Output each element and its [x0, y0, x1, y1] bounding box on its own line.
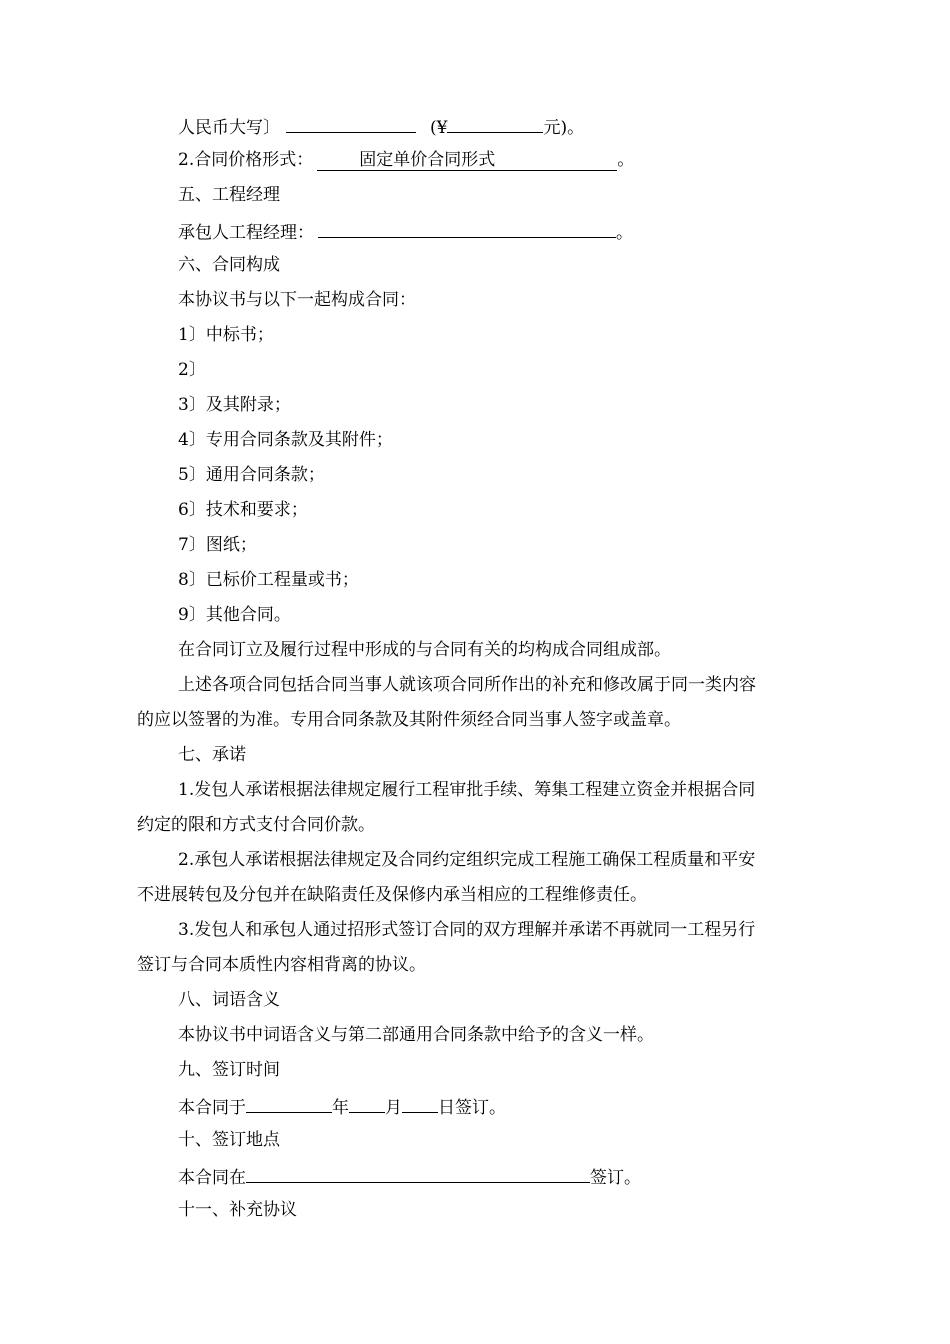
contract-item: 8〕已标价工程量或书； — [178, 570, 359, 590]
contract-intro: 本协议书与以下一起构成合同： — [178, 290, 416, 310]
contract-item: 7〕图纸； — [178, 535, 257, 555]
price-form-line — [178, 149, 634, 171]
contract-item: 9〕其他合同。 — [178, 605, 291, 625]
contract-item: 4〕专用合同条款及其附件； — [178, 430, 393, 450]
heading-7: 七、承诺 — [178, 745, 246, 765]
price-form-end: 。 — [617, 150, 635, 170]
day-blank — [402, 1094, 438, 1113]
amount-yen-label: (¥ — [430, 118, 448, 138]
manager-end: 。 — [616, 223, 633, 243]
manager-line — [178, 219, 633, 244]
price-form-label: 2.合同价格形式： — [178, 150, 314, 170]
commitment-3a: 3.发包人和承包人通过招形式签订合同的双方理解并承诺不再就同一工程另行 — [178, 920, 756, 940]
signing-date-line — [178, 1094, 506, 1119]
place-blank — [246, 1164, 590, 1183]
amount-label: 人民币大写〕 — [178, 118, 280, 138]
month-blank — [349, 1094, 385, 1113]
paragraph-priority-1: 上述各项合同包括合同当事人就该项合同所作出的补充和修改属于同一类内容 — [178, 675, 756, 695]
commitment-2b: 不进展转包及分包并在缺陷责任及保修内承当相应的工程维修责任。 — [137, 885, 647, 905]
terms-meaning: 本协议书中词语含义与第二部通用合同条款中给予的含义一样。 — [178, 1025, 654, 1045]
place-suffix: 签订。 — [590, 1168, 641, 1188]
month-label: 月 — [385, 1098, 402, 1118]
commitment-3b: 签订与合同本质性内容相背离的协议。 — [137, 955, 426, 975]
amount-words-blank — [286, 114, 416, 133]
day-label: 日签订。 — [438, 1098, 506, 1118]
heading-10: 十、签订地点 — [178, 1130, 280, 1150]
amount-number-blank — [447, 114, 543, 133]
heading-5: 五、工程经理 — [178, 185, 280, 205]
manager-label: 承包人工程经理： — [178, 223, 314, 243]
amount-line — [178, 114, 584, 139]
commitment-1a: 1.发包人承诺根据法律规定履行工程审批手续、筹集工程建立资金并根据合同 — [178, 780, 756, 800]
place-prefix: 本合同在 — [178, 1168, 246, 1188]
heading-8: 八、词语含义 — [178, 990, 280, 1010]
contract-item: 3〕及其附录； — [178, 395, 291, 415]
commitment-2a: 2.承包人承诺根据法律规定及合同约定组织完成工程施工确保工程质量和平安 — [178, 850, 756, 870]
heading-11: 十一、补充协议 — [178, 1200, 297, 1220]
heading-6: 六、合同构成 — [178, 255, 280, 275]
date-prefix: 本合同于 — [178, 1098, 246, 1118]
year-blank — [246, 1094, 332, 1113]
paragraph-documents: 在合同订立及履行过程中形成的与合同有关的均构成合同组成部。 — [178, 640, 671, 660]
paragraph-priority-2: 的应以签署的为准。专用合同条款及其附件须经合同当事人签字或盖章。 — [137, 710, 681, 730]
contract-item: 6〕技术和要求； — [178, 500, 308, 520]
contract-item: 2〕 — [178, 360, 206, 380]
contract-item: 1〕中标书； — [178, 325, 274, 345]
signing-place-line — [178, 1164, 641, 1189]
price-form-value: 固定单价合同形式 — [359, 150, 496, 170]
price-form-value-field — [317, 150, 617, 171]
amount-unit: 元)。 — [543, 118, 585, 138]
year-label: 年 — [332, 1098, 349, 1118]
heading-9: 九、签订时间 — [178, 1060, 280, 1080]
contract-item: 5〕通用合同条款； — [178, 465, 325, 485]
manager-blank — [318, 219, 616, 238]
commitment-1b: 约定的限和方式支付合同价款。 — [137, 815, 375, 835]
